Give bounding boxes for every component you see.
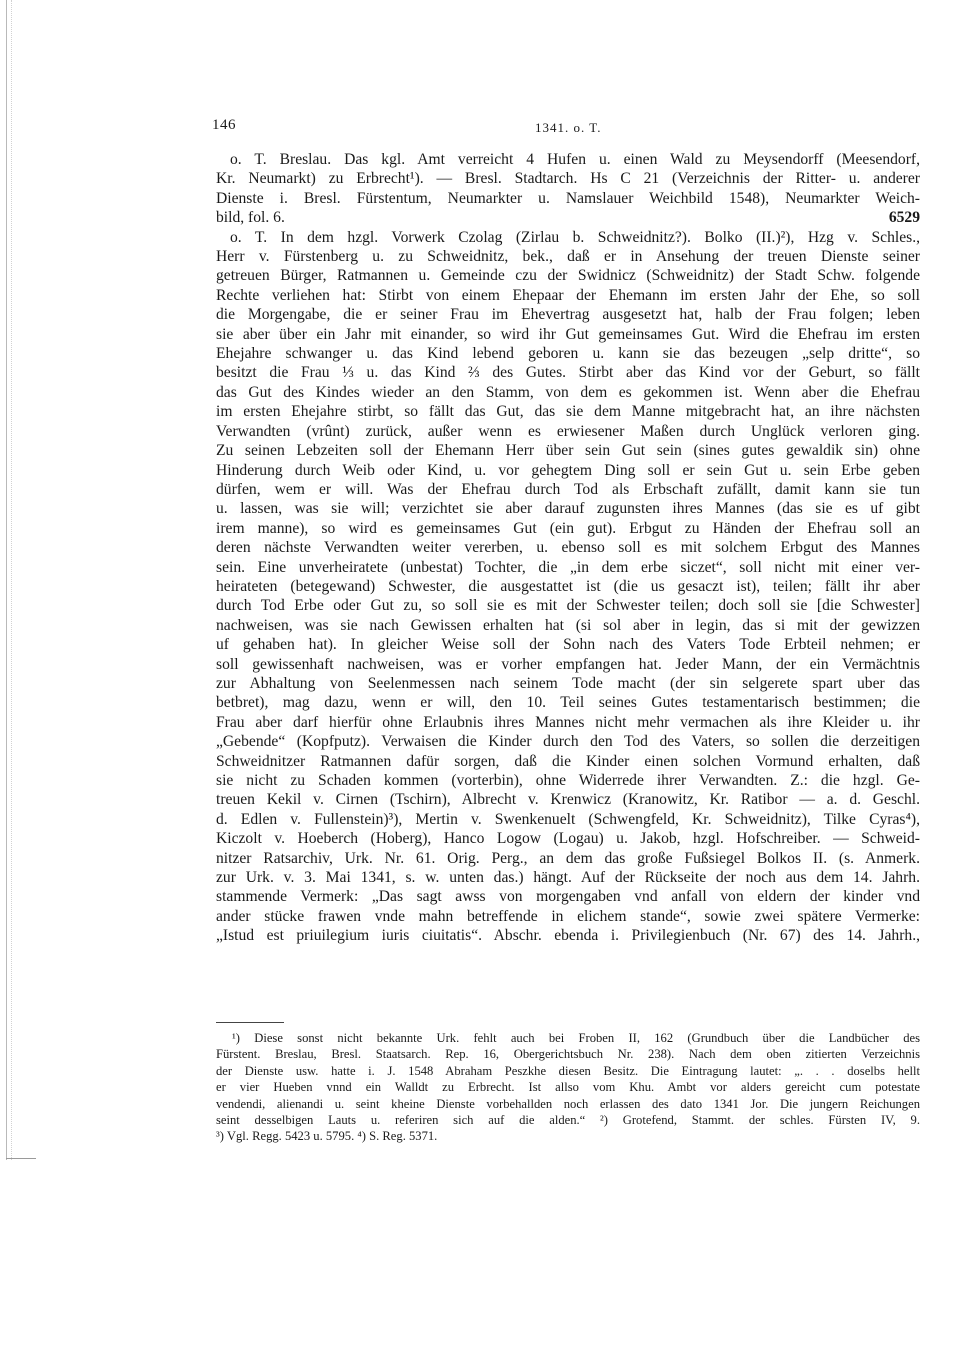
text-line: sie nicht zu Schaden kommen (vorterbin), ohne Widerrede ihrer Verwandten. Z.: die hzgl. Ge-	[216, 772, 920, 789]
text-line: das Gut des Kindes wieder an den Stamm, von dem es gekommen ist. Wenn aber die Ehefrau	[216, 383, 920, 401]
entry-number: 6529	[888, 209, 920, 227]
text-line: Herr v. Fürstenberg u. zu Schweidnitz, bek., daß er in Ansehung der treuen Dienste seiner	[216, 248, 920, 266]
footnote-line: der Dienste usw. hatte i. J. 1548 Abraham Peszkhe diesen Besitz. Die Eintragung lautet: „. . . doselbs hellt	[216, 1063, 920, 1078]
text-line: o. T. Breslau. Das kgl. Amt verreicht 4 Hufen u. einen Wald zu Meysendorff (Meesendorf,	[230, 151, 920, 168]
footnote-rule	[216, 1022, 284, 1023]
scan-edge-mark	[6, 1150, 36, 1159]
text-line: die Morgengabe, die er seiner Frau im Ehevertrag ausgesetzt hat, halb der Frau folgen; leben	[216, 306, 920, 324]
text-line: uf gehaben hat). In gleicher Weise soll der Sohn nach des Vaters Tode Erbteil nehmen; er	[216, 636, 920, 654]
text-line: Kr. Neumarkt) zu Erbrecht¹). — Bresl. Stadtarch. Hs C 21 (Verzeichnis der Ritter- u. anderer	[216, 170, 920, 188]
text-line: o. T. In dem hzgl. Vorwerk Czolag (Zirlau b. Schweidnitz?). Bolko (II.)²), Hzg v. Schles.,	[230, 228, 920, 246]
text-line: „Gebende“ (Kopfputz). Verwaisen die Kinder durch den Tod des Vaters, so sollen die derzeitigen	[216, 733, 920, 751]
text-line: zur Urk. v. 3. Mai 1341, s. w. unten das.) hängt. Auf der Rückseite der noch aus dem 14. Jahrh.	[216, 869, 920, 887]
text-line: bild, fol. 6.	[216, 209, 285, 227]
text-line: nitzer Ratsarchiv, Urk. Nr. 61. Orig. Perg., an dem das große Fußsiegel Bolkos II. (s. Anmerk.	[216, 849, 920, 867]
text-line: Kiczolt v. Hoeberch (Hoberg), Hanco Logow (Logau) u. Jakob, hzgl. Hofschreiber. — Schweid-	[216, 830, 920, 848]
text-line: „Istud est priuilegium iuris ciuitatis“. Abschr. ebenda i. Privilegienbuch (Nr. 67) des 14. Jahrh.,	[216, 927, 920, 945]
text-line: u. lassen, was sie will; verzichtet sie aber darauf zugunsten ihres Mannes (das sie es uf gibt	[216, 500, 920, 518]
page-number: 146	[212, 117, 236, 133]
footnote-line: er vier Hueben vnnd ein Walldt zu Erbrecht. Ist allso vom Khu. Ambt vor alders gereicht cum potestate	[216, 1080, 920, 1095]
text-line: getreuen Bürger, Ratmannen u. Gemeinde czu der Swidnicz (Schweidnitz) der Stadt Schw. folgende	[216, 267, 920, 285]
text-line: stammende Vermerk: „Das sagt awss von morgengaben vnd anfall von eldern der kinder vnd	[216, 888, 920, 906]
text-line: irem manne), so wird es gemeinsames Gut (ein gut). Erbgut zu Händen der Ehefrau soll an	[216, 519, 920, 537]
text-line: durch Tod Erbe oder Gut zu, so soll sie es mit der Schwester teilen; doch soll sie [die Schwester]	[216, 597, 920, 615]
text-line: Rechte verliehen hat: Stirbt von einem Ehepaar der Ehemann im ersten Jahr der Ehe, so soll	[216, 286, 920, 304]
text-line: im ersten Ehejahre stirbt, so fällt das Gut, das sie dem Manne mitgebracht hat, an ihre nächsten	[216, 403, 920, 421]
text-line: Hinderung durch Weib oder Kind, u. vor gehegtem Ding soll er sein Gut u. sein Erbe geben	[216, 461, 920, 479]
text-line-with-entry-number	[216, 208, 920, 227]
scan-binding-edge	[6, 0, 12, 1160]
text-line: soll gewissenhaft nachweisen, was er vorher empfangen hat. Jeder Mann, der ein Vermächtnis	[216, 655, 920, 673]
text-line: deren nächste Verwandten weiter vererben, u. ebenso soll es mit solchem Erbgut des Mannes	[216, 539, 920, 557]
footnotes	[216, 1030, 920, 1145]
body-text	[216, 150, 920, 946]
text-line: Dienste i. Bresl. Fürstentum, Neumarkter u. Namslauer Weichbild 1548), Neumarkter Weich-	[216, 189, 920, 207]
footnote-line: ¹) Diese sonst nicht bekannte Urk. fehlt auch bei Froben II, 162 (Grundbuch über die Landbücher des	[232, 1031, 920, 1045]
text-line: Ehejahre schwanger u. das Kind lebend geboren u. kann sie das bezeugen „selp dritte“, so	[216, 345, 920, 363]
text-line: dürfen, wem er will. Was der Ehefrau durch Tod als Erbschaft zufällt, damit kann sie tun	[216, 480, 920, 498]
text-line: Frau aber darf hierfür ohne Erlaubnis ihres Mannes nicht mehr vermachen als ihre Kleider u. ihr	[216, 713, 920, 731]
footnote-line: vendendi, alienandi u. seint kheine Dienste vorbehallden noch erlassen des dato 1341 Jor. Die jungern Reichungen	[216, 1096, 920, 1111]
text-line: betbret), mag dazu, wenn er will, den 10. Teil seines Gutes testamentarisch bestimmen; die	[216, 694, 920, 712]
text-line: sie aber über ein Jahr mit einander, so wird ihr Gut gemeinsames Gut. Wird die Ehefrau im ersten	[216, 325, 920, 343]
text-line: ander stücke frawen vnde mahn betreffende in elichem stande“, sowie zwei spätere Vermerke:	[216, 907, 920, 925]
text-line: nachweisen, was sie nach Gewissen erhalten hat (si sol aber in legin, das si mit der gewizzen	[216, 616, 920, 634]
text-line: heirateten (betegewand) Schwester, die ausgestattet ist (die us gesaczt ist), teilen; fällt ihr aber	[216, 577, 920, 595]
running-head: 1341. o. T.	[535, 120, 602, 135]
text-line: d. Edlen v. Fullenstein)³), Mertin v. Swenkenuelt (Schwengfeld, Kr. Schweidnitz), Tilke Cyras⁴),	[216, 810, 920, 828]
text-line: Verwandten (vrûnt) zurück, außer wenn es erwiesener Maßen durch Unglück verloren ging.	[216, 422, 920, 440]
text-line: Zu seinen Lebzeiten soll der Ehemann Herr über sein Gut sein (sines gutes gewaldik sin) ohne	[216, 442, 920, 460]
text-line: zur Abhaltung von Seelenmessen nach seinem Tode macht (der sin selgerete spart uber das	[216, 674, 920, 692]
text-line: besitzt die Frau ⅓ u. das Kind ⅔ des Gutes. Stirbt aber das Kind vor der Geburt, so fällt	[216, 364, 920, 382]
footnote-line: ³) Vgl. Regg. 5423 u. 5795. ⁴) S. Reg. 5371.	[216, 1129, 438, 1144]
footnote-line: seint desselbigen Lauts u. referiren sich auf die alden.“ ²) Grotefend, Stammt. der schles. Fürsten IV, 9.	[216, 1113, 920, 1128]
footnote-line: Fürstent. Breslau, Bresl. Staatsarch. Rep. 16, Obergerichtsbuch Nr. 238). Nach dem oben zitierten Verzeichnis	[216, 1047, 920, 1062]
text-line: Schweidnitzer Ratmannen dafür sorgen, daß die Kinder einen solchen Vormund erhalten, daß	[216, 752, 920, 770]
text-line: treuen Kekil v. Cirnen (Tschirn), Albrecht v. Krenwicz (Kranowitz, Kr. Ratibor — a. d. Geschl.	[216, 791, 920, 809]
text-line: sein. Eine unverheiratete (unbestat) Tochter, die „in dem erbe siczet“, soll nicht mit einer ver-	[216, 558, 920, 576]
